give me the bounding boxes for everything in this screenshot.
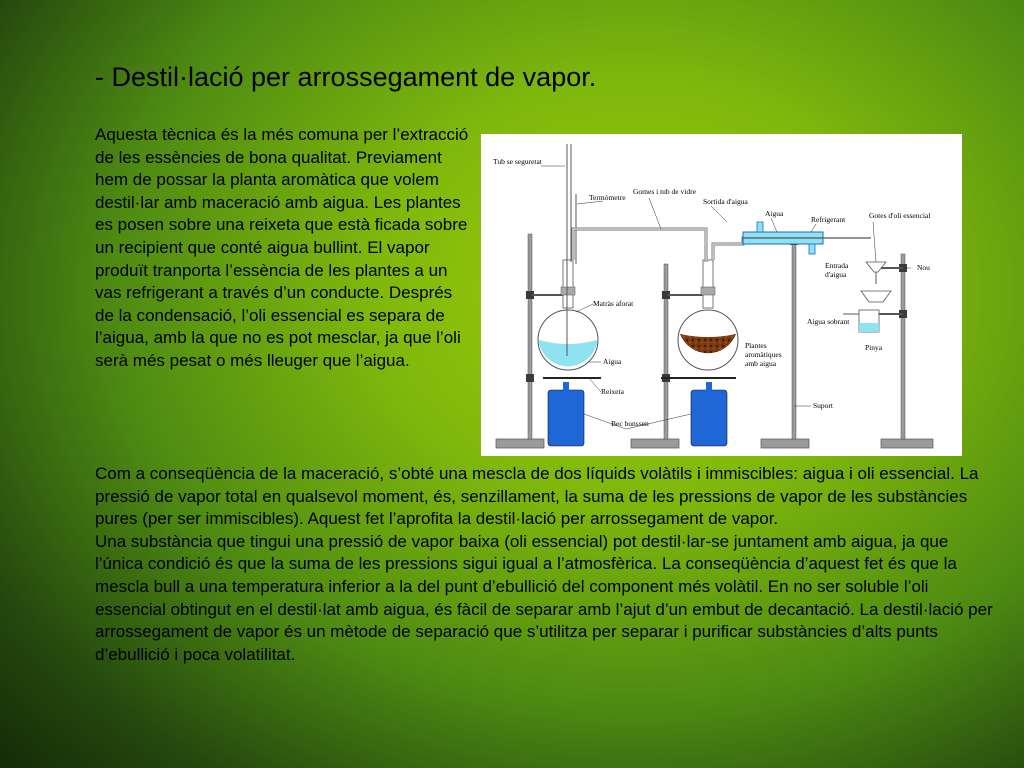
base-plate-4: [881, 439, 933, 448]
label-gomes: Gomes i tub de vidre: [633, 187, 696, 196]
base-plate-3: [761, 439, 809, 448]
diagram-svg: [481, 134, 962, 456]
base-plate-2: [631, 439, 679, 448]
body-text-block: [95, 463, 995, 666]
stand-rod-2: [664, 264, 668, 439]
distillation-diagram: [481, 134, 962, 456]
label-sortida-aigua: Sortida d'aigua: [703, 197, 748, 206]
slide-title: - Destil·lació per arrossegament de vapor.: [95, 62, 597, 92]
body-paragraph-1: Com a conseqüència de la maceració, s’obté una mescla de dos líquids volàtils i immiscibles: aigua i oli essencial. La pressió de vapor total en qualsevol moment, és, senzillament, la suma de les pressions de vapor de les substàncies pures (per ser immiscibles). Aquest fet l’aprofita la destil·lació per arrossegament de vapor.: [95, 464, 979, 529]
intro-text-block: [95, 124, 475, 373]
label-tub-seguretat: Tub se seguretat: [493, 157, 542, 166]
bunsen-burner-1: [548, 382, 584, 446]
label-matras: Matràs aforat: [593, 299, 634, 308]
connecting-tube: [573, 229, 706, 262]
separating-funnel: [843, 262, 891, 332]
base-plate-1: [496, 439, 544, 448]
refrigerant-condenser: [743, 222, 871, 254]
stand-rod-1: [528, 234, 532, 439]
stand-rod-3: [792, 234, 796, 439]
label-aigua-sobrant: Aigua sobrant: [807, 317, 850, 326]
label-plantes-3: amb aigua: [745, 359, 777, 368]
flask-plants: [678, 260, 738, 370]
clamp-1b: [526, 374, 534, 382]
label-refrigerant: Refrigerant: [811, 215, 846, 224]
label-suport: Suport: [813, 401, 834, 410]
label-gotes-oli: Gotes d'oli essencial: [869, 211, 931, 220]
stand-rod-4: [901, 254, 905, 439]
label-plantes-2: aromàtiques: [745, 350, 782, 359]
label-plantes-1: Plantes: [745, 341, 767, 350]
intro-paragraph: Aquesta tècnica és la més comuna per l’extracció de les essències de bona qualitat. Previament hem de possar la planta aromàtica que volem destil·lar amb maceració amb aigua. Les plantes es posen sobre una reixeta que està ficada sobre un recipient que conté aigua bullint. El vapor produït tranporta l’essència de les plantes a un vas refrigerant a través d’un conducte. Després de la condensació, l’oli essencial es separa de l’aigua, amb la que no es pot mesclar, ja que l’oli serà més pesat o més lleuger que l’aigua.: [95, 125, 469, 370]
label-aigua-top: Aigua: [765, 209, 784, 218]
flask-water: [538, 260, 598, 370]
label-entrada-aigua-2: d'aigua: [825, 270, 847, 279]
label-bec-bunsen: Bec bunssen: [611, 419, 649, 428]
label-termometre: Termòmetre: [589, 193, 626, 202]
bunsen-burner-2: [691, 382, 727, 446]
body-paragraph-2: Una substància que tingui una pressió de vapor baixa (oli essencial) pot destil·lar-se juntament amb aigua, ja que l’única condició és que la suma de les pressions sigui igual a l’atmosfèrica. La conseqüència d’aquest fet és que la mescla bull a una temperatura inferior a la del punt d’ebullició del component més volàtil. En no ser soluble l’oli essencial obtingut en el destil·lat amb aigua, és fàcil de separar amb l’ajut d’un embut de decantació. La destil·lació per arrossegament de vapor és un mètode de separació que s’utilitza per separar i purificar substàncies d’alts punts d’ebullició i poca volatilitat.: [95, 531, 993, 664]
label-nou: Nou: [917, 263, 930, 272]
label-reixeta: Reixeta: [601, 387, 624, 396]
label-pinya: Pinya: [865, 343, 883, 352]
label-aigua-flask: Aigua: [603, 357, 622, 366]
label-entrada-aigua-1: Entrada: [825, 261, 849, 270]
